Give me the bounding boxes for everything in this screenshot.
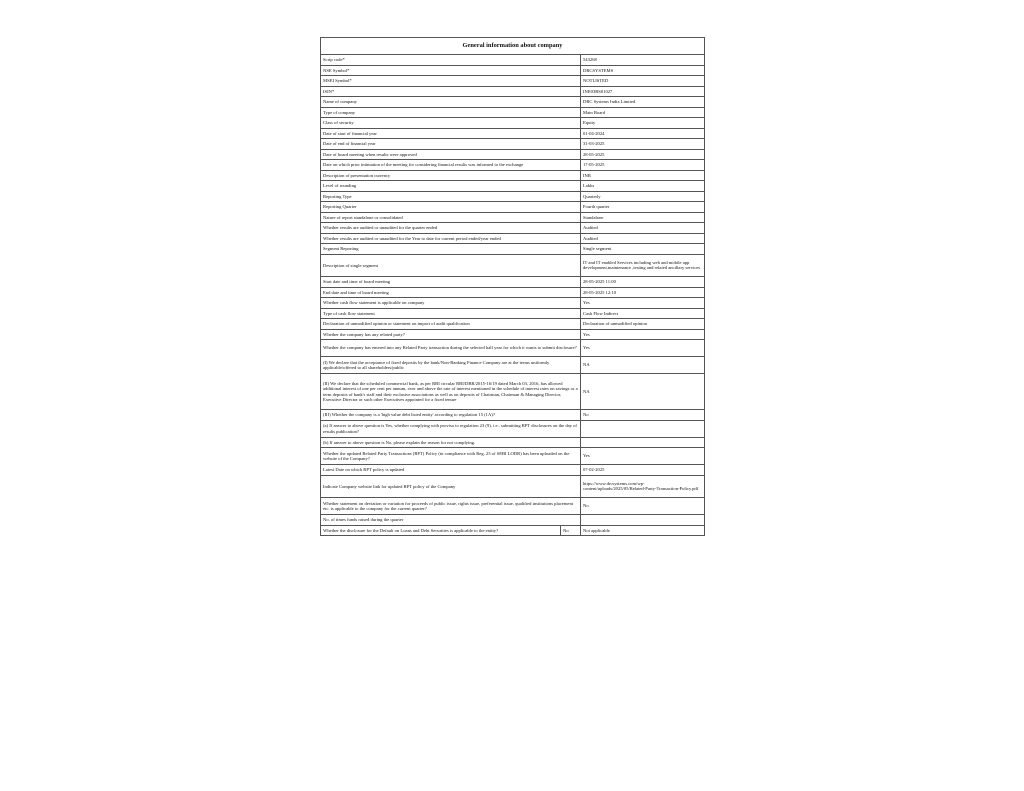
document-sheet [320, 37, 704, 536]
row-label: Date of board meeting when results were approved [321, 149, 581, 160]
row-label: Description of presentation currency [321, 170, 581, 181]
table-row [321, 254, 705, 277]
table-row [321, 223, 705, 234]
row-label: Level of rounding [321, 181, 581, 192]
row-value: 31-03-2025 [581, 139, 705, 150]
row-label: ISIN* [321, 86, 581, 97]
row-label: Start date and time of board meeting [321, 277, 581, 288]
table-row [321, 65, 705, 76]
table-row [321, 202, 705, 213]
row-value: Standalone [581, 212, 705, 223]
row-value: NA [581, 374, 705, 410]
row-label: NSE Symbol* [321, 65, 581, 76]
row-label: Whether statement on deviation or variation for proceeds of public issue, rights issue, preferential issue, qualified institutions placement etc. is applicable to the company for the current quarter? [321, 498, 581, 515]
table-row [321, 525, 705, 536]
row-label: MSEI Symbol* [321, 76, 581, 87]
row-value: https://www.drcsystems.com/wp-content/uploads/2025/05/Related-Party-Transaction-Policy.pdf [581, 475, 705, 498]
table-row [321, 139, 705, 150]
row-value: 01-04-2024 [581, 128, 705, 139]
row-label: End date and time of board meeting [321, 287, 581, 298]
row-value: Not applicable [581, 525, 705, 536]
row-value: 07-02-2025 [581, 465, 705, 476]
row-label: Whether results are audited or unaudited for the quarter ended [321, 223, 581, 234]
row-value: Audited [581, 223, 705, 234]
row-value: INR [581, 170, 705, 181]
table-row [321, 181, 705, 192]
general-info-table [320, 37, 705, 536]
table-row [321, 437, 705, 448]
row-label: Date of end of financial year [321, 139, 581, 150]
table-row [321, 498, 705, 515]
title-row [321, 38, 705, 55]
row-value: No [581, 410, 705, 421]
row-label: Segment Reporting [321, 244, 581, 255]
row-value: 28-05-2025 [581, 149, 705, 160]
table-row [321, 86, 705, 97]
row-value: Yes [581, 340, 705, 357]
row-label: (I) We declare that the acceptance of fixed deposits by the bank/Non-Banking Finance Company are at the terms uniformly applicable/offered to all shareholders/public [321, 357, 581, 374]
table-row [321, 244, 705, 255]
table-row [321, 340, 705, 357]
row-label: Nature of report standalone or consolidated [321, 212, 581, 223]
row-value: 543268 [581, 55, 705, 66]
row-value: IT and IT enabled Services including web and mobile app development,maintenance ,testing and related ancillary services [581, 254, 705, 277]
table-row [321, 465, 705, 476]
row-label: Whether the disclosure for the Default on Loans and Debt Securities is applicable to the entity? [321, 525, 561, 536]
row-label: Indicate Company website link for updated RPT policy of the Company [321, 475, 581, 498]
row-value: 28-05-2025 12:10 [581, 287, 705, 298]
row-label: Name of company [321, 97, 581, 108]
row-value: Main Board [581, 107, 705, 118]
row-label: Scrip code* [321, 55, 581, 66]
row-value: NOTLISTED [581, 76, 705, 87]
row-label: (b) If answer to above question is No, please explain the reason for not complying. [321, 437, 581, 448]
table-row [321, 319, 705, 330]
row-label: (II) We declare that the scheduled commercial bank, as per RBI circular RBI/DBR/2015-16/19 dated March 03, 2016, has allowed additional interest of one per cent per annum, over and above the rate of interest mentioned in the schedule of interest rates on savings or a term deposits of bank's staff and their exclusive associations as well as on deposits of Chairman, Chairman & Managing Director, Executive Director or such other Executives appointed for a fixed tenure [321, 374, 581, 410]
table-row [321, 515, 705, 526]
row-label: (III) Whether the company is a 'high value debt listed entity' according to regulation 15 (1A)? [321, 410, 581, 421]
row-label: Whether the updated Related Party Transactions (RPT) Policy (in compliance with Reg. 23 of SEBI LODR) has been uploaded on the website of the Company? [321, 448, 581, 465]
row-value: Yes [581, 448, 705, 465]
row-label: (a) If answer to above question is Yes, whether complying with proviso to regulation 23 (9), i.e., submitting RPT disclosures on the day of results publication? [321, 420, 581, 437]
table-row [321, 212, 705, 223]
row-value: Audited [581, 233, 705, 244]
row-value: Equity [581, 118, 705, 129]
table-row [321, 374, 705, 410]
table-row [321, 149, 705, 160]
row-value: Quarterly [581, 191, 705, 202]
row-label: Reporting Type [321, 191, 581, 202]
table-row [321, 160, 705, 171]
row-label: Date of start of financial year [321, 128, 581, 139]
table-title: General information about company [321, 38, 705, 55]
row-value: Declaration of unmodified opinion [581, 319, 705, 330]
row-label: Whether cash flow statement is applicable on company [321, 298, 581, 309]
row-label: Latest Date on which RPT policy is updated [321, 465, 581, 476]
row-label: Type of cash flow statement [321, 308, 581, 319]
table-row [321, 97, 705, 108]
table-row [321, 448, 705, 465]
row-value: Yes [581, 329, 705, 340]
table-row [321, 308, 705, 319]
row-value [581, 515, 705, 526]
row-answer: No [561, 525, 581, 536]
row-value: Cash Flow Indirect [581, 308, 705, 319]
table-row [321, 191, 705, 202]
table-row [321, 287, 705, 298]
row-value: Single segment [581, 244, 705, 255]
table-row [321, 55, 705, 66]
table-row [321, 170, 705, 181]
table-row [321, 128, 705, 139]
row-value [581, 437, 705, 448]
row-value [581, 420, 705, 437]
row-value: INE03RS01027 [581, 86, 705, 97]
row-label: Whether results are audited or unaudited for the Year to date for current period ended/year ended [321, 233, 581, 244]
row-value: NA [581, 357, 705, 374]
row-value: DRCSYSTEMS [581, 65, 705, 76]
row-label: Date on which prior intimation of the meeting for considering financial results was informed to the exchange [321, 160, 581, 171]
table-row [321, 277, 705, 288]
row-label: Reporting Quarter [321, 202, 581, 213]
table-row [321, 107, 705, 118]
row-value: Yes [581, 298, 705, 309]
table-row [321, 76, 705, 87]
table-row [321, 118, 705, 129]
table-row [321, 410, 705, 421]
row-value: Lakhs [581, 181, 705, 192]
row-value: No [581, 498, 705, 515]
table-row [321, 420, 705, 437]
row-label: Type of company [321, 107, 581, 118]
table-row [321, 475, 705, 498]
row-label: Class of security [321, 118, 581, 129]
table-row [321, 233, 705, 244]
table-row [321, 357, 705, 374]
row-label: Whether the company has entered into any Related Party transaction during the selected half year for which it wants to submit disclosure? [321, 340, 581, 357]
table-row [321, 298, 705, 309]
row-value: Fourth quarter [581, 202, 705, 213]
row-value: DRC Systems India Limited [581, 97, 705, 108]
table-row [321, 329, 705, 340]
row-label: Whether the company has any related party? [321, 329, 581, 340]
row-label: Declaration of unmodified opinion or statement on impact of audit qualification [321, 319, 581, 330]
row-label: No. of times funds raised during the quarter [321, 515, 581, 526]
row-value: 28-05-2025 11:00 [581, 277, 705, 288]
row-label: Description of single segment [321, 254, 581, 277]
row-value: 17-05-2025 [581, 160, 705, 171]
